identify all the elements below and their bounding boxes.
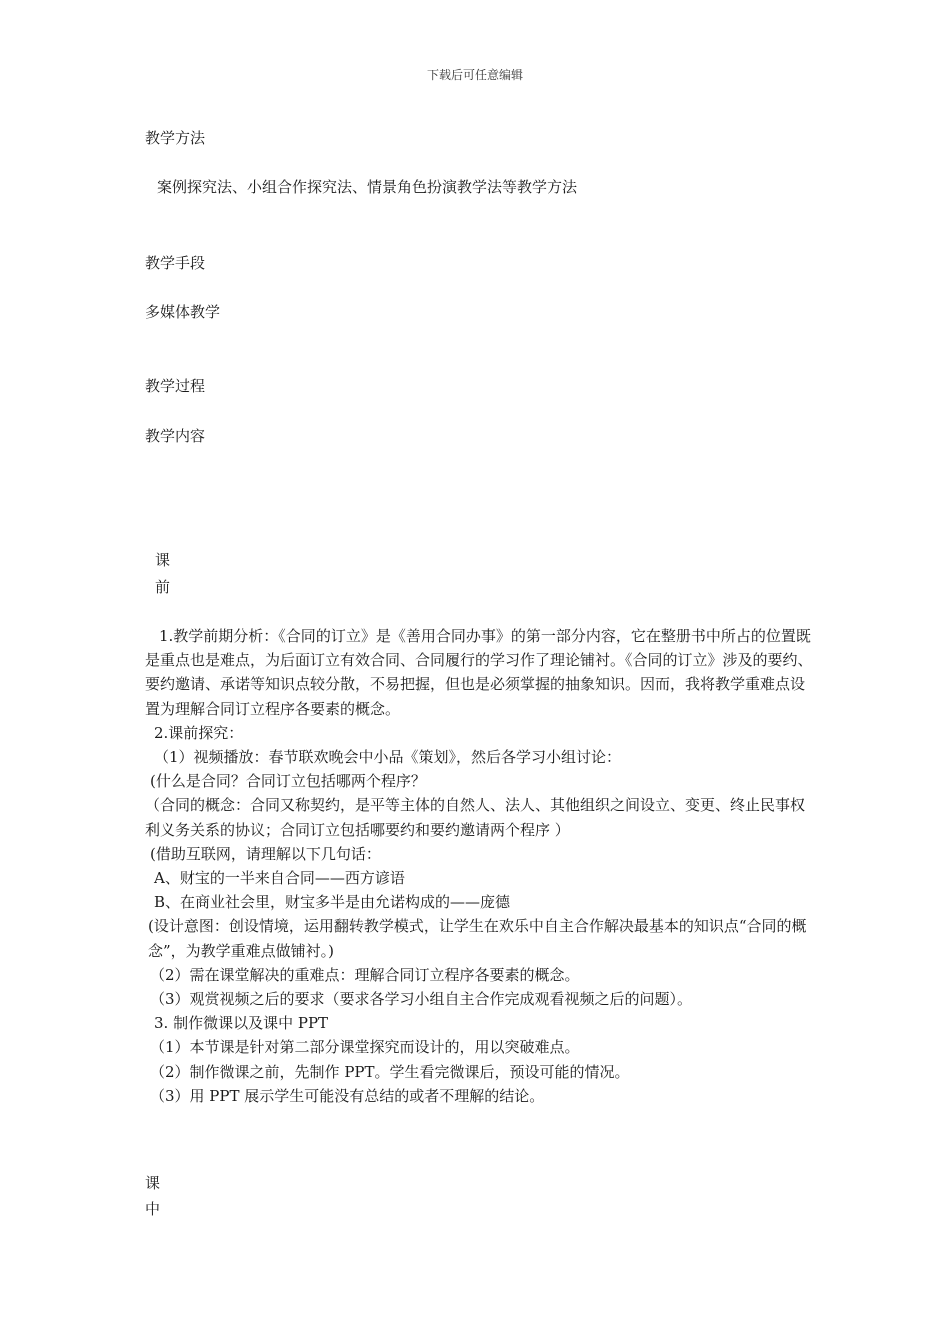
process-title: 教学过程 (145, 377, 206, 395)
paragraph-microlesson-1: （1）本节课是针对第二部分课堂探究而设计的，用以突破难点。 (150, 1038, 580, 1057)
stage-before-char-2: 前 (155, 578, 171, 596)
paragraph-design-intent: (设计意图：创设情境，运用翻转教学模式，让学生在欢乐中自主合作解决最基本的知识点“合同的概念”，为教学重难点做铺衬。) (148, 917, 807, 960)
paragraph-internet: (借助互联网，请理解以下几句话： (150, 844, 381, 863)
content-title: 教学内容 (145, 427, 206, 445)
paragraph-microlesson-3: （3）用 PPT 展示学生可能没有总结的或者不理解的结论。 (150, 1086, 545, 1105)
means-title: 教学手段 (145, 254, 206, 272)
paragraph-analysis: 1.教学前期分析：《合同的订立》是《善用合同办事》的第一部分内容，它在整册书中所占的位置既是重点也是难点，为后面订立有效合同、合同履行的学习作了理论铺衬。《合同的订立》涉及的要约、要约邀请、承诺等知识点较分散，不易把握，但也是必须掌握的抽象知识。因而，我将教学重难点设置为理解合同订立程序各要素的概念。 (145, 627, 813, 718)
stage-during-char-2: 中 (145, 1200, 161, 1218)
paragraph-requirements: （3）观赏视频之后的要求（要求各学习小组自主合作完成观看视频之后的问题）。 (150, 990, 693, 1009)
stage-before-char-1: 课 (155, 551, 171, 569)
paragraph-quote-b: B、在商业社会里，财宝多半是由允诺构成的——庞德 (154, 893, 511, 912)
method-text: 案例探究法、小组合作探究法、情景角色扮演教学法等教学方法 (157, 178, 578, 196)
method-title: 教学方法 (145, 129, 206, 147)
body-text (145, 624, 815, 1108)
stage-during-char-1: 课 (145, 1174, 161, 1192)
paragraph-key-points: （2）需在课堂解决的重难点：理解合同订立程序各要素的概念。 (150, 965, 580, 984)
paragraph-video: （1）视频播放：春节联欢晚会中小品《策划》，然后各学习小组讨论： (154, 748, 622, 767)
means-text: 多媒体教学 (145, 303, 221, 321)
paragraph-concept: （合同的概念：合同又称契约，是平等主体的自然人、法人、其他组织之间设立、变更、终止民事权利义务关系的协议；合同订立包括哪要约和要约邀请两个程序 ） (145, 796, 806, 839)
paragraph-question: (什么是合同？合同订立包括哪两个程序？ (150, 772, 426, 791)
paragraph-quote-a: A、财宝的一半来自合同——西方谚语 (154, 869, 405, 888)
paragraph-microlesson-title: 3. 制作微课以及课中 PPT (154, 1014, 329, 1033)
paragraph-microlesson-2: （2）制作微课之前，先制作 PPT。学生看完微课后，预设可能的情况。 (150, 1062, 630, 1081)
page-header: 下载后可任意编辑 (426, 68, 523, 82)
paragraph-explore-title: 2.课前探究： (154, 723, 244, 742)
